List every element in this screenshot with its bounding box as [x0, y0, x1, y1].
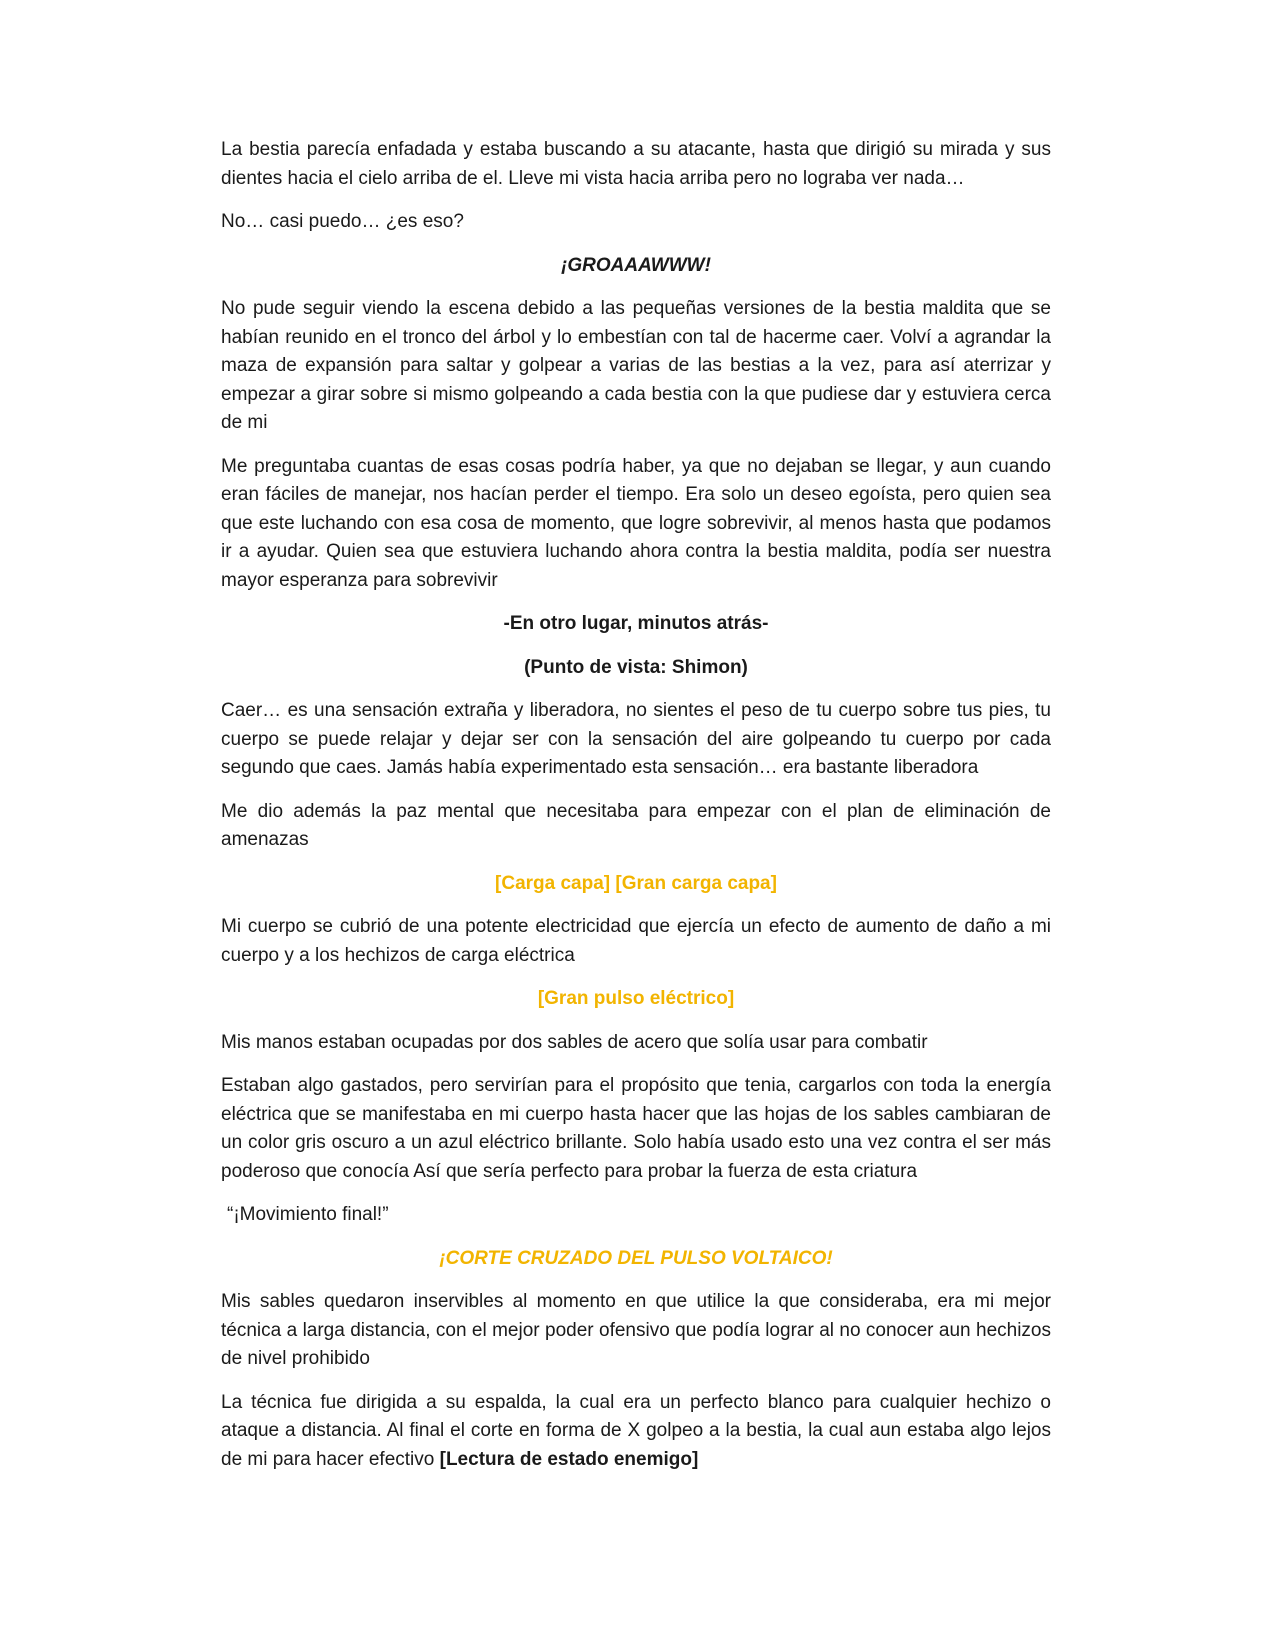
paragraph-sabers: Mis manos estaban ocupadas por dos sables de acero que solía usar para combatir [221, 1031, 928, 1053]
skill-gran-pulso: [Gran pulso eléctrico] [537, 988, 735, 1009]
paragraph-technique-text: La técnica fue dirigida a su espalda, la cual era un perfecto blanco para cualquier hechizo o ataque a distancia. Al final el corte en forma de X golpeo a la bestia, la cual aun estaba algo lejos de mi para hacer efectivo [221, 1391, 1051, 1470]
paragraph-peace-of-mind: Me dio además la paz mental que necesitaba para empezar con el plan de eliminación de amenazas [221, 800, 1051, 850]
paragraph-small-beasts: No pude seguir viendo la escena debido a las pequeñas versiones de la bestia maldita que se habían reunido en el tronco del árbol y lo embestían con tal de hacerme caer. Volví a agrandar la maza de expansión para saltar y golpear a varias de las bestias a la vez, para así aterrizar y empezar a girar sobre si mismo golpeando a cada bestia con la que pudiese dar y estuviera cerca de mi [221, 298, 1051, 433]
scene-break: -En otro lugar, minutos atrás- [503, 613, 769, 634]
quote-final-move: “¡Movimiento final!” [227, 1204, 389, 1225]
paragraph-electricity: Mi cuerpo se cubrió de una potente electricidad que ejercía un efecto de aumento de daño a mi cuerpo y a los hechizos de carga eléctrica [221, 916, 1051, 966]
paragraph-technique-hit [221, 1389, 1051, 1475]
paragraph-beast-angry: La bestia parecía enfadada y estaba buscando a su atacante, hasta que dirigió su mirada y sus dientes hacia el cielo arriba de el. Lleve mi vista hacia arriba pero no lograba ver nada… [221, 139, 1051, 189]
point-of-view: (Punto de vista: Shimon) [524, 656, 748, 678]
paragraph-wondering: Me preguntaba cuantas de esas cosas podría haber, ya que no dejaban se llegar, y aun cuando eran fáciles de manejar, nos hacían perder el tiempo. Era solo un deseo egoísta, pero quien sea que este luchando con esa cosa de momento, que logre sobrevivir, al menos hasta que podamos ir a ayudar. Quien sea que estuviera luchando ahora contra la bestia maldita, podía ser nuestra mayor esperanza para sobrevivir [221, 455, 1051, 591]
paragraph-almost: No… casi puedo… ¿es eso? [221, 211, 464, 232]
paragraph-falling: Caer… es una sensación extraña y liberadora, no sientes el peso de tu cuerpo sobre tus pies, tu cuerpo se puede relajar y dejar ser con la sensación del aire golpeando tu cuerpo por cada segundo que caes. Jamás había experimentado esta sensación… era bastante liberadora [221, 700, 1051, 778]
paragraph-charging-sabers: Estaban algo gastados, pero servirían para el propósito que tenia, cargarlos con toda la energía eléctrica que se manifestaba en mi cuerpo hasta hacer que las hojas de los sables cambiaran de un color gris oscuro a un azul eléctrico brillante. Solo había usado esto una vez contra el ser más poderoso que conocía Así que sería perfecto para probar la fuerza de esta criatura [221, 1075, 1051, 1182]
skill-enemy-status-read: [Lectura de estado enemigo] [439, 1448, 699, 1470]
document-page [221, 136, 1051, 1489]
paragraph-sabers-useless: Mis sables quedaron inservibles al momento en que utilice la que consideraba, era mi mejor técnica a larga distancia, con el mejor poder ofensivo que podía lograr al no conocer aun hechizos de nivel prohibido [221, 1291, 1051, 1369]
attack-name: ¡CORTE CRUZADO DEL PULSO VOLTAICO! [439, 1247, 833, 1269]
roar-sound: ¡GROAAAWWW! [561, 254, 711, 276]
skill-carga-capa: [Carga capa] [Gran carga capa] [495, 872, 777, 894]
